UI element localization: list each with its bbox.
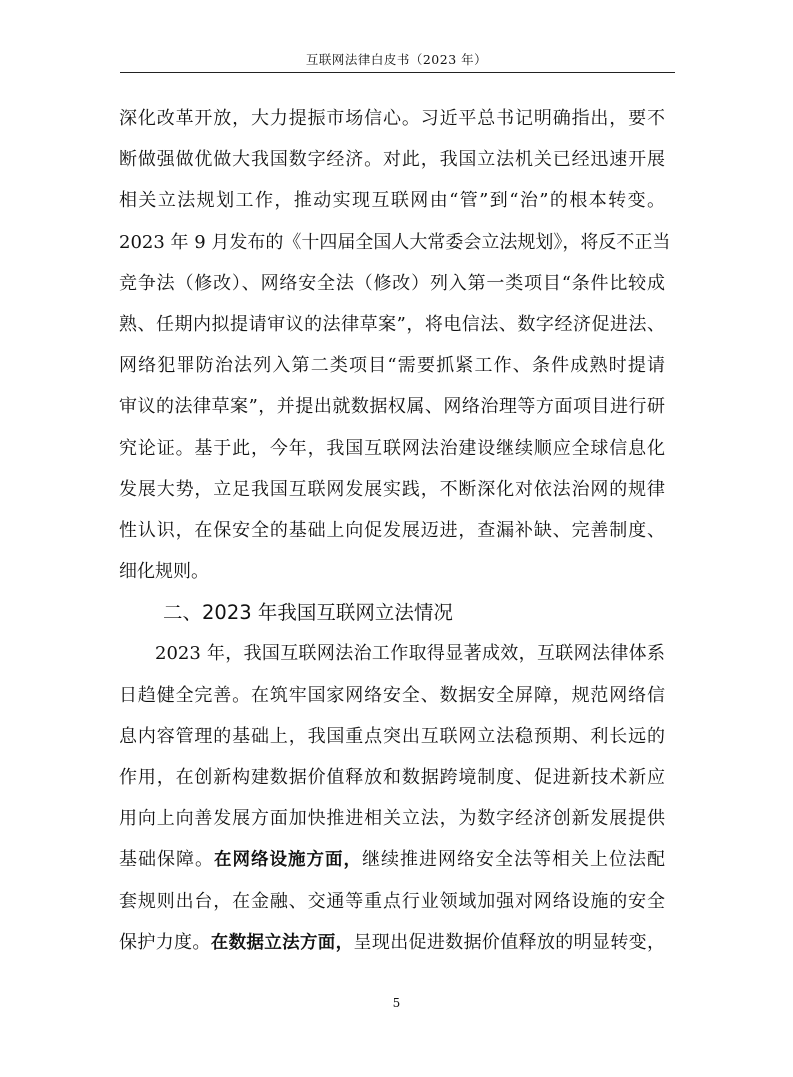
text-line: 日趋健全完善。在筑牢国家网络安全、数据安全屏障，规范网络信 [119, 684, 665, 706]
text-line: 2023 年，我国互联网法治工作取得显著成效，互联网法律体系 [155, 643, 665, 665]
text-line: 竞争法（修改）、网络安全法（修改）列入第一类项目“条件比较成 [119, 272, 665, 294]
text-line: 审议的法律草案”，并提出就数据权属、网络治理等方面项目进行研 [119, 396, 665, 418]
text-line-mixed [119, 839, 665, 880]
paragraph-1 [119, 98, 671, 592]
document-body [119, 98, 671, 963]
page-number: 5 [392, 996, 401, 1010]
text-line: 套规则出台，在金融、交通等重点行业领域加强对网络设施的安全 [119, 890, 665, 912]
bold-run: 在数据立法方面， [210, 932, 354, 953]
text-run: 继续推进网络安全法等相关上位法配 [362, 849, 665, 871]
text-line: 断做强做优做大我国数字经济。对此，我国立法机关已经迅速开展 [119, 149, 665, 171]
paragraph-2 [119, 633, 665, 963]
text-line: 深化改革开放，大力提振市场信心。习近平总书记明确指出，要不 [119, 108, 665, 129]
text-line: 息内容管理的基础上，我国重点突出互联网立法稳预期、利长远的 [119, 725, 665, 747]
text-run: 基础保障。 [119, 849, 214, 871]
text-run: 呈现出促进数据价值释放的明显转变， [353, 931, 666, 953]
text-run: 保护力度。 [119, 931, 211, 953]
text-line: 用向上向善发展方面加快推进相关立法，为数字经济创新发展提供 [119, 808, 665, 830]
text-line: 网络犯罪防治法列入第二类项目“需要抓紧工作、条件成熟时提请 [119, 355, 665, 377]
bold-run: 在网络设施方面， [214, 850, 362, 871]
text-line: 发展大势，立足我国互联网发展实践，不断深化对依法治网的规律 [119, 478, 665, 500]
text-line: 细化规则。 [119, 561, 209, 583]
text-line: 作用，在创新构建数据价值释放和数据跨境制度、促进新技术新应 [119, 767, 665, 788]
text-line: 相关立法规划工作，推动实现互联网由“管”到“治”的根本转变。 [119, 190, 665, 212]
header-rule [120, 72, 675, 73]
text-line-mixed [119, 922, 665, 963]
section-heading: 二、2023 年我国互联网立法情况 [163, 601, 453, 625]
text-line: 性认识，在保安全的基础上向促发展迈进，查漏补缺、完善制度、 [119, 519, 665, 541]
text-line: 究论证。基于此，今年，我国互联网法治建设继续顺应全球信息化 [119, 437, 665, 459]
text-line: 2023 年 9 月发布的《十四届全国人大常委会立法规划》，将反不正当 [119, 231, 671, 253]
text-line: 熟、任期内拟提请审议的法律草案”，将电信法、数字经济促进法、 [119, 313, 665, 335]
running-header: 互联网法律白皮书（2023 年） [305, 52, 488, 67]
